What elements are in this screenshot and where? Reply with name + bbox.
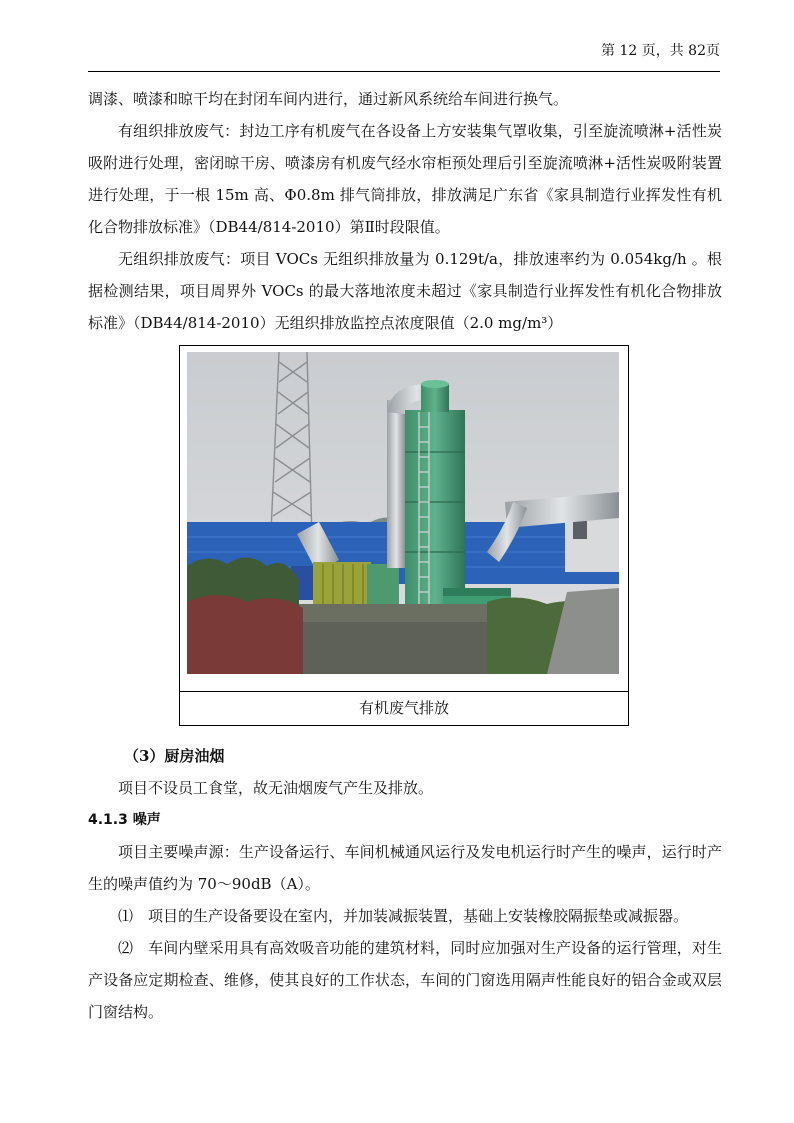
section-title-noise: 4.1.3 噪声 bbox=[88, 812, 161, 828]
document-body bbox=[88, 83, 722, 1028]
page-header bbox=[88, 41, 720, 61]
subsection-title-kitchen-fumes: （3）厨房油烟 bbox=[124, 747, 225, 765]
paragraph-kitchen-fumes: 项目不设员工食堂，故无油烟废气产生及排放。 bbox=[118, 779, 434, 797]
list-item-noise-2: ⑵ 车间内壁采用具有高效吸音功能的建筑材料，同时应加强对生产设备的运行管理，对生产设备应定期检查、维修，使其良好的工作状态，车间的门窗选用隔声性能良好的铝合金或双层门窗结构。 bbox=[88, 939, 722, 1021]
figure-box bbox=[179, 345, 629, 726]
header-divider bbox=[88, 71, 720, 72]
paragraph-noise-sources: 项目主要噪声源：生产设备运行、车间机械通风运行及发电机运行时产生的噪声，运行时产生的噪声值约为 70～90dB（A）。 bbox=[88, 843, 722, 893]
page-number-label: 第 12 页，共 82页 bbox=[601, 43, 720, 59]
exhaust-treatment-photo bbox=[187, 352, 619, 674]
paragraph-ventilation: 调漆、喷漆和晾干均在封闭车间内进行，通过新风系统给车间进行换气。 bbox=[88, 90, 569, 108]
list-item-noise-1: ⑴ 项目的生产设备要设在室内，并加装减振装置，基础上安装橡胶隔振垫或减振器。 bbox=[118, 907, 689, 925]
paragraph-fugitive-emission: 无组织排放废气：项目 VOCs 无组织排放量为 0.129t/a，排放速率约为 0.054kg/h 。根据检测结果，项目周界外 VOCs 的最大落地浓度未超过《家具制造行业挥发性有机化合物排放标准》（DB44/814-2010）无组织排放监控点浓度限值（2.0 mg/m³） bbox=[88, 250, 722, 332]
paragraph-organized-emission: 有组织排放废气：封边工序有机废气在各设备上方安装集气罩收集，引至旋流喷淋+活性炭吸附进行处理，密闭晾干房、喷漆房有机废气经水帘柜预处理后引至旋流喷淋+活性炭吸附装置进行处理，于一根 15m 高、Φ0.8m 排气筒排放，排放满足广东省《家具制造行业挥发性有机化合物排放标准》（DB44/814-2010）第Ⅱ时段限值。 bbox=[88, 122, 722, 236]
figure-photo bbox=[180, 346, 628, 692]
figure-caption: 有机废气排放 bbox=[358, 699, 449, 717]
